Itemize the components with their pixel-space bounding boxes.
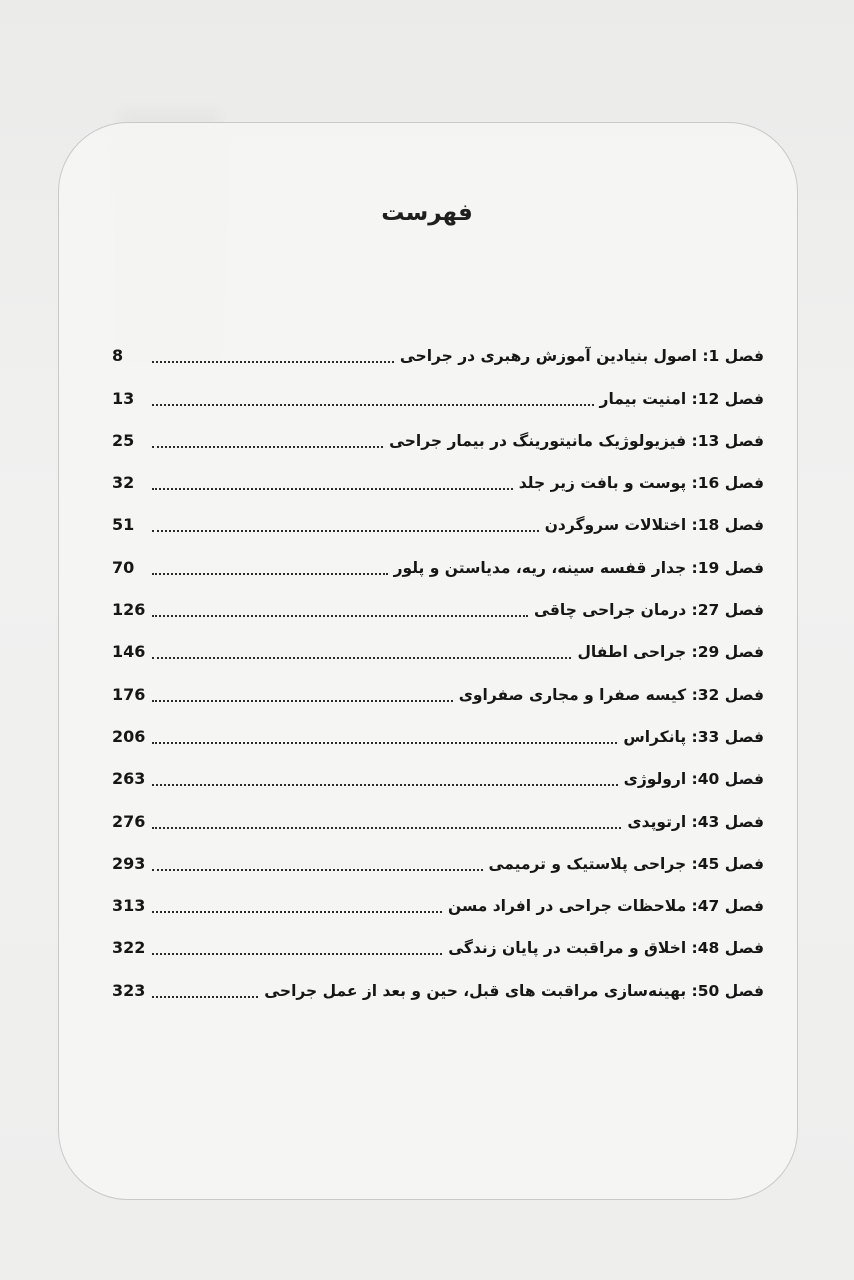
toc-page-number: 313 bbox=[112, 896, 146, 916]
toc-page-number: 176 bbox=[112, 684, 146, 704]
toc-page-number: 8 bbox=[112, 346, 124, 366]
toc-entry-label: فصل 50: بهینه‌سازی مراقبت های قبل، حین و بعد از عمل جراحی bbox=[264, 981, 764, 1000]
dot-leader bbox=[152, 869, 483, 871]
dot-leader bbox=[152, 488, 513, 490]
toc-entry bbox=[112, 668, 764, 710]
toc-entry bbox=[112, 922, 764, 964]
toc-entry-label: فصل 13: فیزیولوژیک مانیتورینگ در بیمار جراحی bbox=[389, 431, 764, 450]
table-of-contents bbox=[112, 330, 764, 1007]
toc-entry bbox=[112, 330, 764, 372]
toc-page-number: 146 bbox=[112, 642, 146, 662]
dot-leader bbox=[152, 530, 539, 532]
toc-entry bbox=[112, 499, 764, 541]
toc-entry bbox=[112, 964, 764, 1006]
toc-page-number: 126 bbox=[112, 600, 146, 620]
toc-entry-label: فصل 33: پانکراس bbox=[623, 727, 764, 746]
toc-page-number: 293 bbox=[112, 853, 146, 873]
toc-page-number: 323 bbox=[112, 980, 146, 1000]
toc-entry-label: فصل 18: اختلالات سروگردن bbox=[544, 516, 764, 535]
toc-page-number: 206 bbox=[112, 726, 146, 746]
toc-page-number: 13 bbox=[112, 388, 135, 408]
toc-entry bbox=[112, 457, 764, 499]
dot-leader bbox=[152, 953, 442, 955]
toc-entry bbox=[112, 584, 764, 626]
dot-leader bbox=[152, 742, 617, 744]
toc-entry-label: فصل 29: جراحی اطفال bbox=[577, 643, 764, 662]
toc-entry bbox=[112, 711, 764, 753]
dot-leader bbox=[152, 996, 258, 998]
dot-leader bbox=[152, 446, 383, 448]
toc-page-number: 51 bbox=[112, 515, 135, 535]
dot-leader bbox=[152, 361, 394, 363]
dot-leader bbox=[152, 615, 528, 617]
toc-entry bbox=[112, 880, 764, 922]
toc-entry-label: فصل 40: ارولوژی bbox=[623, 770, 764, 789]
toc-entry bbox=[112, 372, 764, 414]
dot-leader bbox=[152, 911, 442, 913]
dot-leader bbox=[152, 404, 594, 406]
toc-page-number: 25 bbox=[112, 430, 135, 450]
toc-page-number: 32 bbox=[112, 473, 135, 493]
toc-entry bbox=[112, 541, 764, 583]
dot-leader bbox=[152, 700, 453, 702]
toc-entry bbox=[112, 415, 764, 457]
toc-page-number: 322 bbox=[112, 938, 146, 958]
toc-page-number: 70 bbox=[112, 557, 135, 577]
toc-entry-label: فصل 19: جدار قفسه سینه، ریه، مدیاستن و پلور bbox=[393, 558, 764, 577]
dot-leader bbox=[152, 784, 618, 786]
dot-leader bbox=[152, 573, 388, 575]
toc-entry-label: فصل 47: ملاحظات جراحی در افراد مسن bbox=[448, 897, 764, 916]
toc-entry-label: فصل 16: پوست و بافت زیر جلد bbox=[518, 474, 764, 493]
toc-entry-label: فصل 43: ارتوپدی bbox=[627, 812, 764, 831]
toc-entry-label: فصل 48: اخلاق و مراقبت در پایان زندگی bbox=[448, 939, 764, 958]
toc-entry bbox=[112, 626, 764, 668]
toc-page-number: 276 bbox=[112, 811, 146, 831]
toc-entry-label: فصل 1: اصول بنیادین آموزش رهبری در جراحی bbox=[399, 347, 764, 366]
toc-entry bbox=[112, 753, 764, 795]
toc-entry-label: فصل 27: درمان جراحی چاقی bbox=[534, 601, 764, 620]
toc-entry bbox=[112, 838, 764, 880]
toc-entry-label: فصل 45: جراحی پلاستیک و ترمیمی bbox=[488, 854, 764, 873]
page-title: فهرست bbox=[381, 200, 473, 226]
dot-leader bbox=[152, 657, 571, 659]
toc-entry bbox=[112, 795, 764, 837]
toc-entry-label: فصل 12: امنیت بیمار bbox=[599, 389, 764, 408]
toc-entry-label: فصل 32: کیسه صفرا و مجاری صفراوی bbox=[458, 685, 764, 704]
dot-leader bbox=[152, 827, 621, 829]
toc-page-number: 263 bbox=[112, 769, 146, 789]
